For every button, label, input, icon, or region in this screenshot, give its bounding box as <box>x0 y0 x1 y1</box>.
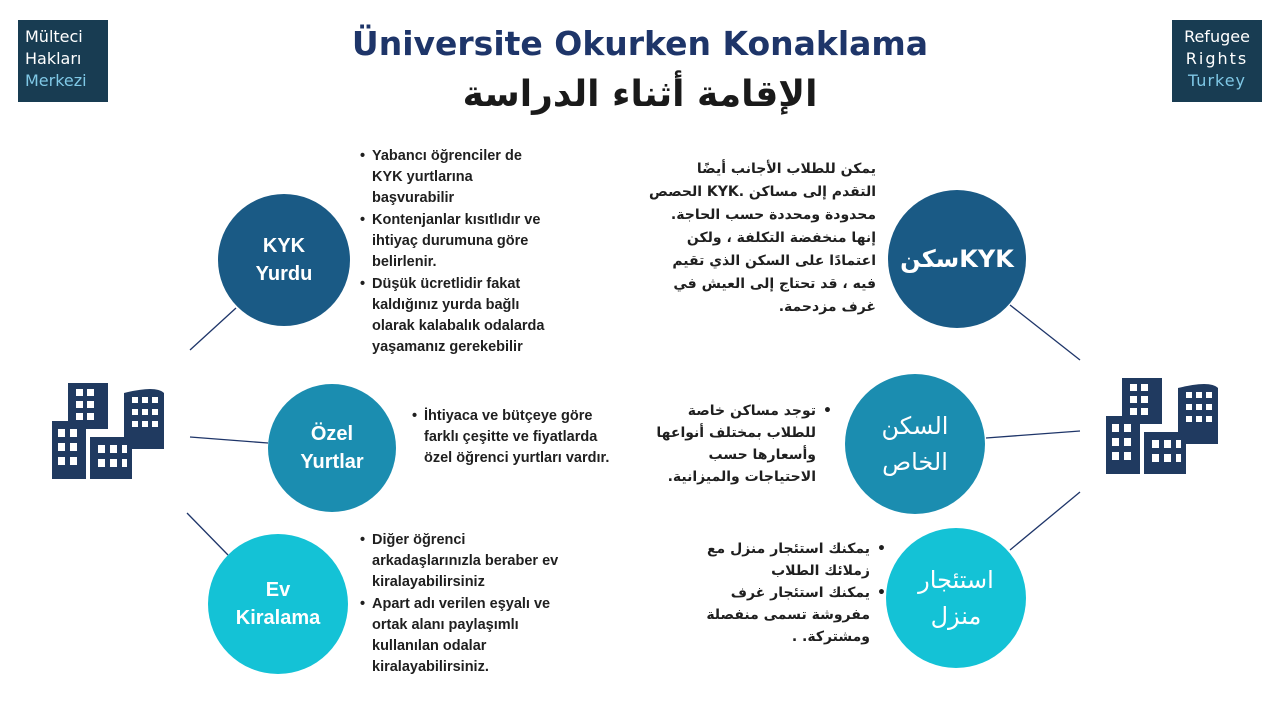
rent-bullets <box>690 538 886 648</box>
list-item: • Yabancı öğrenciler de KYK yurtlarına başvurabilir <box>360 146 550 209</box>
circle-kyk-yurdu: KYK Yurdu <box>218 194 350 326</box>
circle-khas-arabic: السكن الخاص <box>845 374 985 514</box>
list-item: • Kontenjanlar kısıtlıdır ve ihtiyaç durumuna göre belirlenir. <box>360 210 550 273</box>
connector-line <box>986 431 1080 438</box>
connector-line <box>187 513 228 555</box>
circle-ev-kiralama: Ev Kiralama <box>208 534 348 674</box>
page-title-turkish: Üniversite Okurken Konaklama <box>351 24 929 63</box>
list-item: • توجد مساكن خاصة للطلاب بمختلف أنواعها وأسعارها حسب الاحتياجات والميزانية. <box>636 400 832 488</box>
connector-line <box>190 437 268 443</box>
list-item: • يمكنك استئجار غرف مفروشة تسمى منفصلة ومشتركة. . <box>690 582 886 648</box>
list-item: • يمكنك استئجار منزل مع زملائك الطلاب <box>690 538 886 582</box>
logo-line: Rights <box>1185 49 1249 68</box>
ozel-bullets <box>412 406 612 470</box>
connector-line <box>1010 305 1080 360</box>
logo-line: Refugee <box>1184 27 1250 46</box>
building-icon <box>52 383 166 479</box>
connector-line <box>190 308 236 350</box>
ev-bullets <box>360 530 560 679</box>
list-item: • Diğer öğrenci arkadaşlarınızla beraber ev kiralayabilirsiniz <box>360 530 560 593</box>
building-icon <box>1106 378 1220 474</box>
list-item: • Apart adı verilen eşyalı ve ortak alanı paylaşımlı kullanılan odalar kiralayabilirsiniz. <box>360 594 560 678</box>
circle-ozel-yurtlar: Özel Yurtlar <box>268 384 396 512</box>
kyk-bullets <box>360 146 550 359</box>
list-item: • Düşük ücretlidir fakat kaldığınız yurda bağlı olarak kalabalık odalarda yaşamanız gerekebilir <box>360 274 550 358</box>
kyk-arabic-text: يمكن للطلاب الأجانب أيضًا التقدم إلى مساكن .KYK الحصص محدودة ومحددة حسب الحاجة. إنها منخفضة التكلفة ، ولكن اعتمادًا على السكن الذي تقيم فيه ، قد تحتاج إلى العيش في غرف مزدحمة. <box>648 161 876 315</box>
logo-line: Mülteci <box>25 27 83 46</box>
logo-line: Turkey <box>1187 71 1247 90</box>
khas-bullets <box>636 400 832 488</box>
list-item: • İhtiyaca ve bütçeye göre farklı çeşitte ve fiyatlarda özel öğrenci yurtları vardır. <box>412 406 612 469</box>
connector-line <box>1010 492 1080 550</box>
logo-line: Hakları <box>25 49 82 68</box>
page-title-arabic: الإقامة أثناء الدراسة <box>462 74 818 115</box>
logo-line: Merkezi <box>25 71 87 90</box>
circle-rent-arabic: استئجار منزل <box>886 528 1026 668</box>
circle-kyk-arabic: سكنKYK <box>888 190 1026 328</box>
